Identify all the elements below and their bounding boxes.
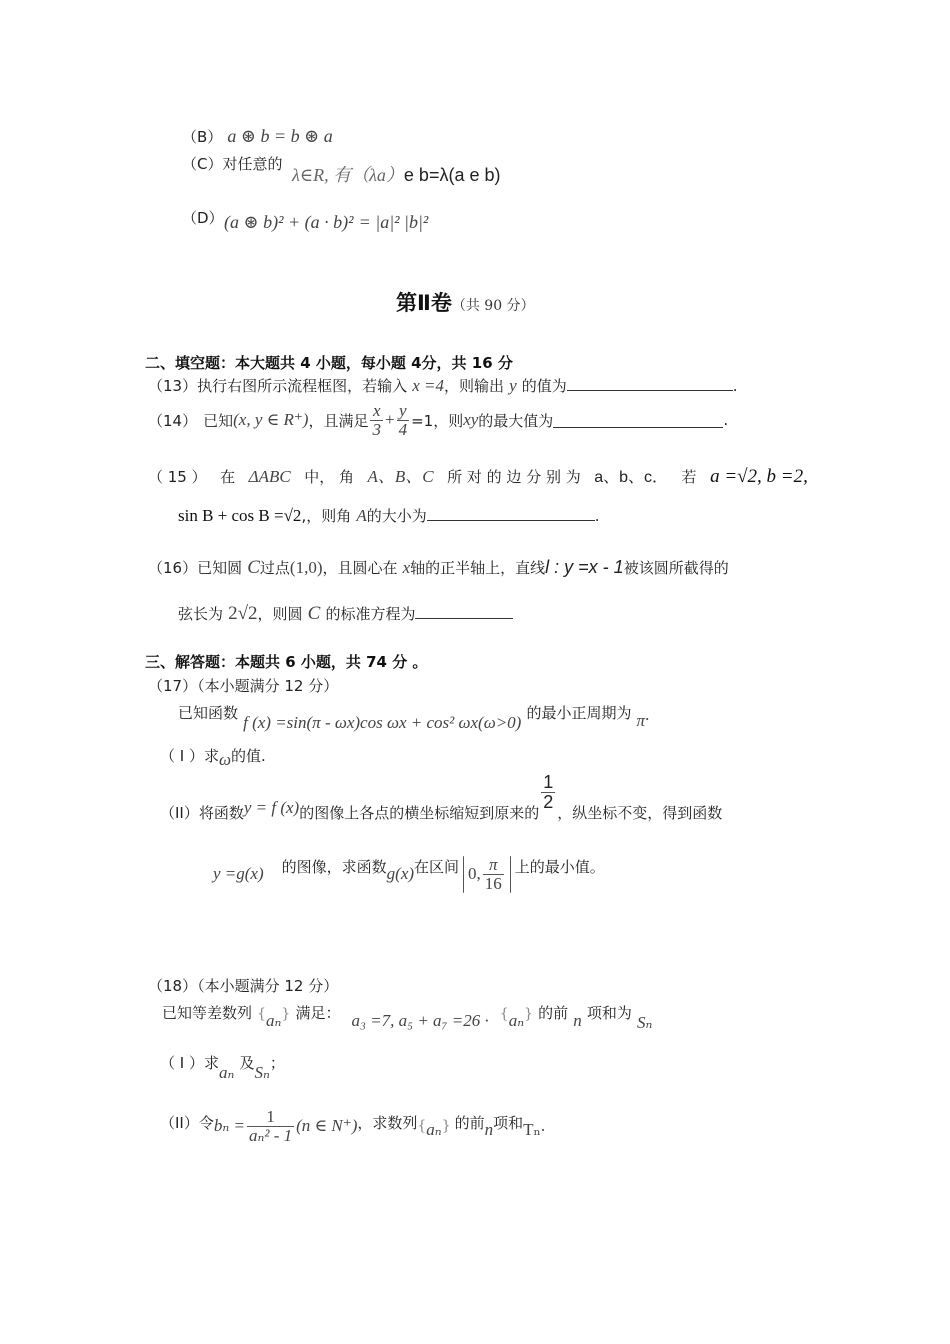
q18-part1 (160, 1052, 285, 1082)
q14-eq: =1，则 (411, 411, 464, 430)
q13-math-x: x =4 (412, 376, 444, 395)
q14-end: . (723, 411, 729, 430)
q17-interval-den: 16 (484, 873, 502, 893)
right-brace: } (524, 1006, 534, 1022)
q18-part1-text: 及 (239, 1054, 255, 1072)
q15-text-f: 的大小为 (366, 507, 427, 525)
q18-part2-bn: bₙ = (213, 1116, 245, 1136)
part2-title-main: 第Ⅱ卷 (396, 291, 452, 315)
q18-part1-sn: Sₙ (254, 1063, 270, 1082)
q14-text-b: ，且满足 (308, 411, 369, 430)
q18-stem (162, 1002, 653, 1032)
q13-end: . (732, 377, 738, 395)
q17-math-gx: g(x) (386, 864, 415, 884)
q15-text-d: 若 (681, 468, 697, 486)
q17-frac-num: 1 (543, 772, 554, 792)
q17-stem-pi: π (636, 711, 646, 730)
q16-math-C: C (247, 557, 260, 578)
q15-math-A: A (356, 506, 367, 525)
q16-text-h: 的标准方程为 (325, 605, 416, 623)
q16-answer-blank[interactable] (415, 604, 513, 619)
q17-interval-frac (483, 856, 504, 893)
q18-part2-seq: aₙ (426, 1120, 442, 1140)
q17-interval (463, 856, 511, 893)
q17-part2 (160, 772, 723, 822)
question-16 (148, 557, 729, 579)
q16-text-g: ，则圆 (257, 605, 303, 623)
q18-part2-end: . (540, 1116, 546, 1136)
q15-math-sides: a、b、c． (594, 469, 669, 486)
q16-num: （16） (148, 559, 198, 577)
q14-num: （14） (148, 411, 198, 430)
q17-part2-text2: ，纵坐标不变，得到函数 (557, 803, 723, 822)
q16-math-x: x (402, 558, 411, 577)
q17-interval-num: π (489, 855, 498, 874)
q18-stem-text4: 项和为 (586, 1004, 632, 1022)
q17-part1 (160, 745, 266, 769)
q18-seq: aₙ (266, 1011, 282, 1030)
q15-math-given: a =√2, b =2, (710, 466, 808, 487)
option-d-math (224, 212, 428, 233)
option-c-expr-post: e b=λ(a e b) (403, 165, 501, 185)
q17-stem-text: 已知函数 (178, 704, 239, 722)
q18-part1-label: （ I ）求 (160, 1054, 219, 1072)
q18-part2-n: n (484, 1120, 494, 1140)
right-brace: } (441, 1118, 451, 1135)
left-brace: { (417, 1118, 427, 1135)
q13-text-c: 的值为 (521, 377, 567, 395)
q17-part1-omega: ω (218, 750, 231, 769)
q18-part2-cond: (n ∈ N⁺) (296, 1116, 358, 1136)
q18-header: （18）（本小题满分 12 分） (148, 977, 339, 995)
q17-part2-text4: 在区间 (414, 857, 460, 876)
q18-part2-tn: Tₙ (523, 1120, 541, 1140)
q17-math-g: y =g(x) (213, 864, 264, 884)
q13-math-y: y (509, 376, 517, 395)
q18-frac-den: aₙ² - 1 (248, 1125, 293, 1145)
q14-frac-x (370, 402, 383, 439)
q15-text-c: 所 对 的 边 分 别 为 (447, 468, 581, 486)
option-d (182, 207, 224, 228)
left-brace: { (257, 1006, 267, 1022)
q18-part2 (160, 1108, 545, 1145)
q17-stem (178, 702, 650, 732)
q14-answer-blank[interactable] (553, 413, 723, 428)
option-c-expr-pre: λ∈R, 有（λa） (292, 165, 404, 185)
section2-heading: 二、填空题：本大题共 4 小题，每小题 4分，共 16 分 (145, 354, 513, 372)
q14-frac-x-den: 3 (372, 419, 381, 439)
option-c-math (292, 161, 500, 187)
q17-header: （17）（本小题满分 12 分） (148, 677, 339, 695)
q17-frac-den: 2 (543, 791, 554, 812)
q15-answer-blank[interactable] (427, 506, 595, 521)
section3-heading: 三、解答题：本题共 6 小题，共 74 分 。 (145, 653, 428, 671)
q17-part2-label: （II）将函数 (160, 803, 244, 822)
q18-part2-text3: 项和 (493, 1113, 524, 1132)
q18-seq2: aₙ (508, 1011, 525, 1030)
part2-title-sub: （共 90 分） (451, 298, 535, 314)
q16-text-e: 被该圆所截得的 (623, 559, 729, 577)
option-d-label: （D） (182, 209, 224, 227)
q17-part2-text5: 上的最小值。 (514, 857, 605, 876)
q15-num: （ 15 ） (148, 468, 207, 486)
q14-math-xy: xy (463, 410, 479, 430)
q18-stem-s: Sₙ (636, 1013, 653, 1032)
q18-part2-label: （II）令 (160, 1113, 214, 1132)
option-c-label: （C） (182, 155, 223, 173)
q16-text-d: 轴的正半轴上，直线 (410, 559, 546, 577)
option-b-expr: a ⊛ b = b ⊛ a (227, 126, 333, 146)
q16-math-line: l : y =x - 1 (545, 557, 624, 577)
q14-plus: + (384, 410, 395, 430)
q15-text-b: 中， 角 (304, 468, 355, 486)
q17-part2-math: y = f (x) (243, 798, 300, 818)
option-b (182, 126, 333, 147)
q15-text: 在 (220, 468, 236, 486)
option-d-expr-left: (a ⊛ b)² + (a · b)² (224, 212, 354, 232)
left-brace: { (499, 1006, 509, 1022)
q17-stem-dot: . (645, 705, 650, 724)
q18-stem-n: n (573, 1011, 582, 1030)
q17-stem-text2: 的最小正周期为 (526, 704, 632, 722)
q18-stem-text2: 满足： (295, 1004, 341, 1022)
question-15-line2 (178, 505, 600, 526)
part2-title (396, 287, 535, 317)
q18-stem-text: 已知等差数列 (162, 1004, 253, 1022)
q17-part1-label: （ I ）求 (160, 747, 219, 765)
q13-text-b: ，则输出 (443, 377, 504, 395)
q17-stem-math: f (x) =sin(π - ωx)cos ωx + cos² ωx(ω>0) (243, 713, 522, 732)
q17-part1-text: 的值. (230, 747, 266, 765)
q15-math-angles: A、B、C (367, 467, 434, 486)
q18-stem-math: a₃ =7, a₅ + a₇ =26 · (351, 1011, 489, 1030)
q16-math-C2: C (307, 603, 321, 624)
question-13 (148, 375, 738, 396)
q18-part2-text: ，求数列 (357, 1113, 418, 1132)
q16-math-point: (1,0) (289, 558, 323, 577)
right-brace: } (281, 1006, 291, 1022)
option-c-text: 对任意的 (222, 155, 283, 173)
q14-text: 已知 (203, 411, 234, 430)
option-c (182, 153, 283, 174)
q14-frac-y-num: y (399, 401, 407, 420)
q15-math-triangle: ΔABC (248, 467, 291, 486)
q15-end: . (594, 507, 600, 525)
q14-text-c: 的最大值为 (478, 411, 554, 430)
q18-part1-an: aₙ (218, 1063, 235, 1082)
q18-part1-end: ； (269, 1054, 285, 1072)
q14-frac-x-num: x (372, 401, 381, 420)
q13-answer-blank[interactable] (567, 376, 733, 391)
q14-math-domain: (x, y ∈ R⁺) (233, 410, 309, 430)
q17-frac-half (541, 773, 555, 812)
q18-frac (247, 1108, 294, 1145)
q16-text: 已知圆 (197, 559, 243, 577)
q15-text-e: ,，则角 (301, 507, 352, 525)
question-15 (148, 462, 808, 488)
q14-frac-y-den: 4 (398, 419, 408, 439)
question-16-line2 (178, 603, 513, 625)
option-d-expr-right: = |a|² |b|² (358, 212, 429, 232)
option-b-label: （B） (182, 128, 223, 146)
q16-text-c: ，且圆心在 (322, 559, 398, 577)
q14-frac-y (397, 402, 410, 439)
q18-stem-text3: 的前 (538, 1004, 569, 1022)
q18-frac-num: 1 (266, 1107, 275, 1126)
q17-part2-text3: 的图像，求函数 (281, 857, 387, 876)
q13-text: 执行右图所示流程框图，若输入 (197, 377, 408, 395)
q17-interval-left: 0, (468, 864, 481, 884)
q18-part2-text2: 的前 (454, 1113, 485, 1132)
q17-part2-text: 的图像上各点的横坐标缩短到原来的 (299, 803, 540, 822)
question-14 (148, 402, 728, 439)
q17-part2-line2 (213, 856, 605, 893)
q15-math-trig: sin B + cos B =√2 (178, 506, 302, 525)
q16-text-f: 弦长为 (178, 605, 224, 623)
q13-num: （13） (148, 377, 198, 395)
q16-text-b: 过点 (259, 559, 290, 577)
q16-math-chord: 2√2 (228, 603, 258, 624)
